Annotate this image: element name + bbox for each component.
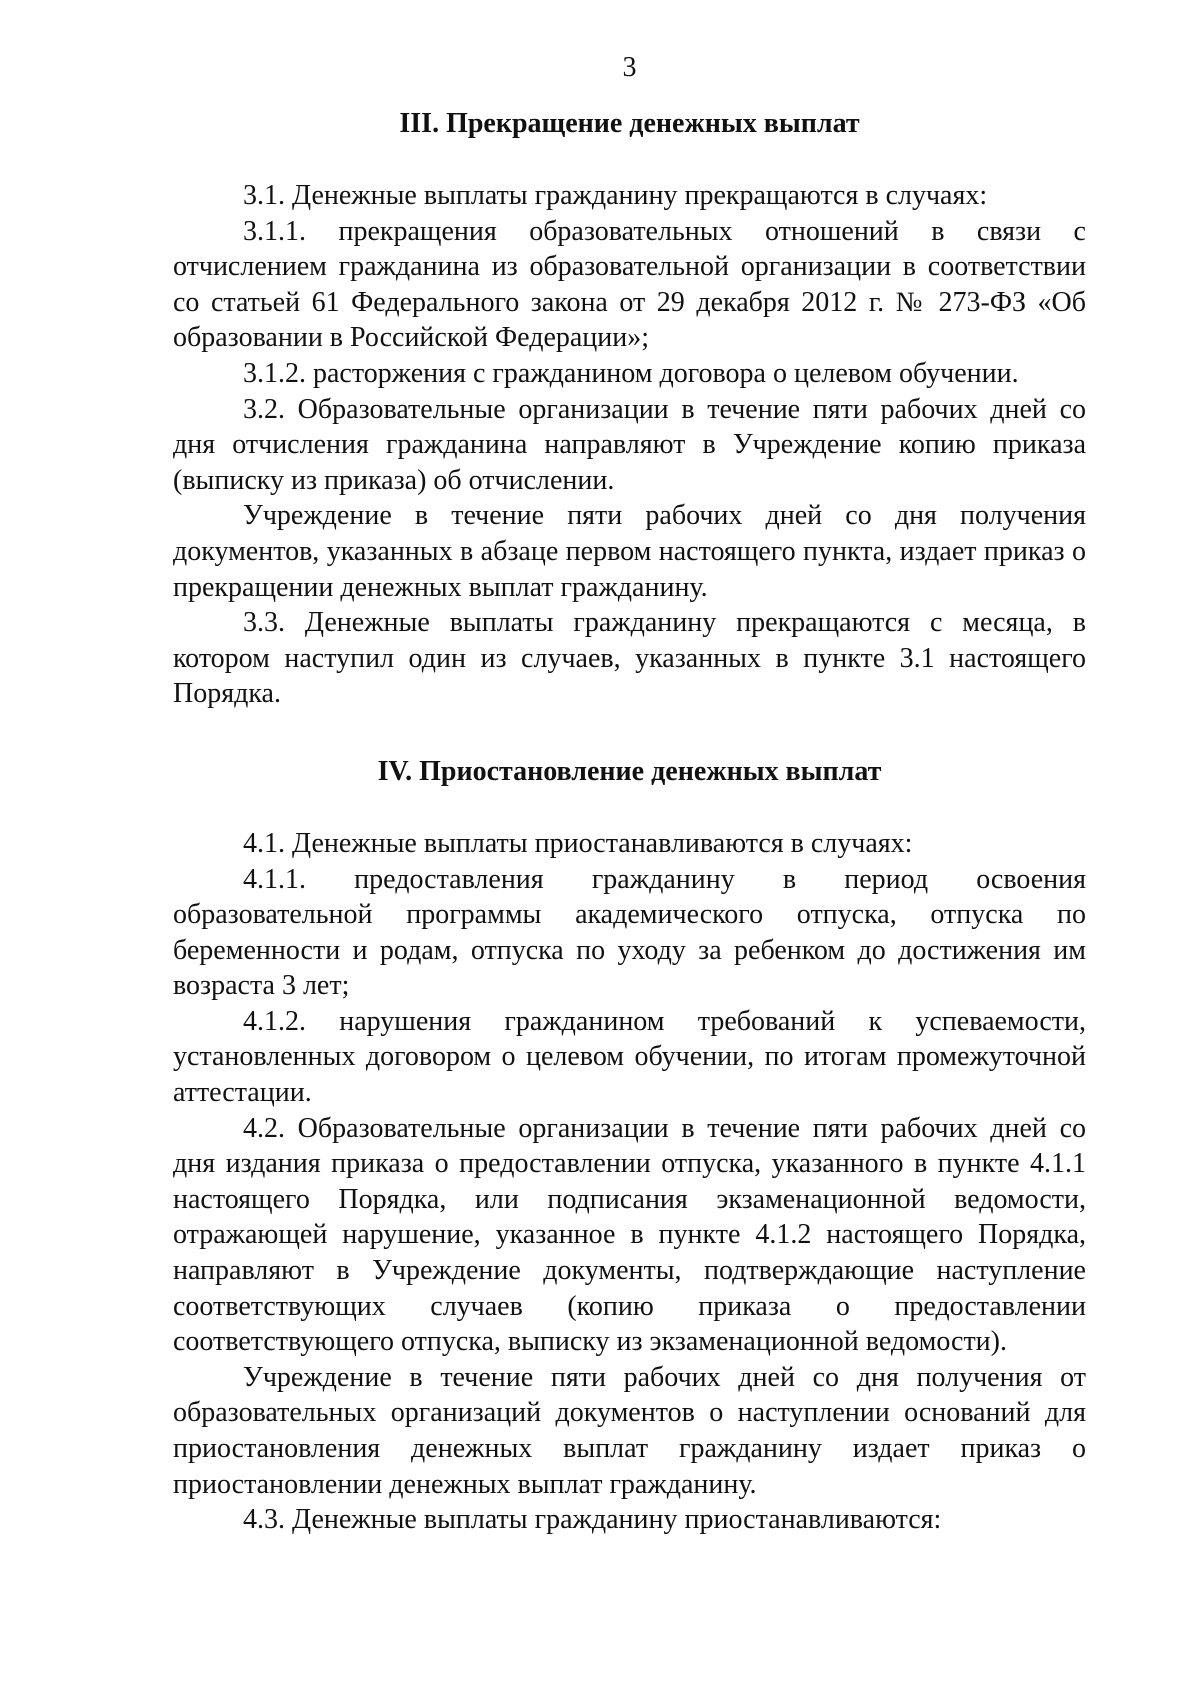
document-page <box>173 50 1086 1538</box>
paragraph-3-2: 3.2. Образовательные организации в течение пяти рабочих дней со дня отчисления гражданина направляют в Учреждение копию приказа (выписку из приказа) об отчислении. <box>173 393 1086 496</box>
paragraph-3-1: 3.1. Денежные выплаты гражданину прекращаются в случаях: <box>243 180 988 211</box>
paragraph-3-3: 3.3. Денежные выплаты гражданину прекращаются с месяца, в котором наступил один из случаев, указанных в пункте 3.1 настоящего Порядка. <box>173 607 1086 710</box>
paragraph-4-1-1: 4.1.1. предоставления гражданину в период освоения образовательной программы академического отпуска, отпуска по беременности и родам, отпуска по уходу за ребенком до достижения им возраста 3 лет; <box>173 863 1086 1002</box>
paragraph-4-2: 4.2. Образовательные организации в течение пяти рабочих дней со дня издания приказа о предоставлении отпуска, указанного в пункте 4.1.1 настоящего Порядка, или подписания экзаменационной ведомости, отражающей нарушение, указанное в пункте 4.1.2 настоящего Порядка, направляют в Учреждение документы, подтверждающие наступление соответствующих случаев (копию приказа о предоставлении соответствующего отпуска, выписку из экзаменационной ведомости). <box>173 1112 1086 1358</box>
section-3-title: III. Прекращение денежных выплат <box>399 108 860 139</box>
paragraph-4-1-2: 4.1.2. нарушения гражданином требований к успеваемости, установленных договором о целевом обучении, по итогам промежуточной аттестации. <box>173 1005 1086 1109</box>
paragraph-3-1-1: 3.1.1. прекращения образовательных отношений в связи с отчислением гражданина из образовательной организации в соответствии со статьей 61 Федерального закона от 29 декабря 2012 г. № 273-ФЗ «Об образовании в Российской Федерации»; <box>173 215 1086 354</box>
paragraph-3-1-2: 3.1.2. расторжения с гражданином договора о целевом обучении. <box>243 357 1019 389</box>
paragraph-4-3: 4.3. Денежные выплаты гражданину приостанавливаются: <box>243 1504 942 1536</box>
section-4-title: IV. Приостановление денежных выплат <box>377 755 882 787</box>
paragraph-4-2-b: Учреждение в течение пяти рабочих дней со дня получения от образовательных организаций документов о наступлении оснований для приостановления денежных выплат гражданину издает приказ о приостановлении денежных выплат гражданину. <box>173 1361 1086 1500</box>
page-number: 3 <box>622 52 637 83</box>
paragraph-4-1: 4.1. Денежные выплаты приостанавливаются в случаях: <box>243 827 913 859</box>
paragraph-3-2-b: Учреждение в течение пяти рабочих дней со дня получения документов, указанных в абзаце первом настоящего пункта, издает приказ о прекращении денежных выплат гражданину. <box>173 500 1086 603</box>
